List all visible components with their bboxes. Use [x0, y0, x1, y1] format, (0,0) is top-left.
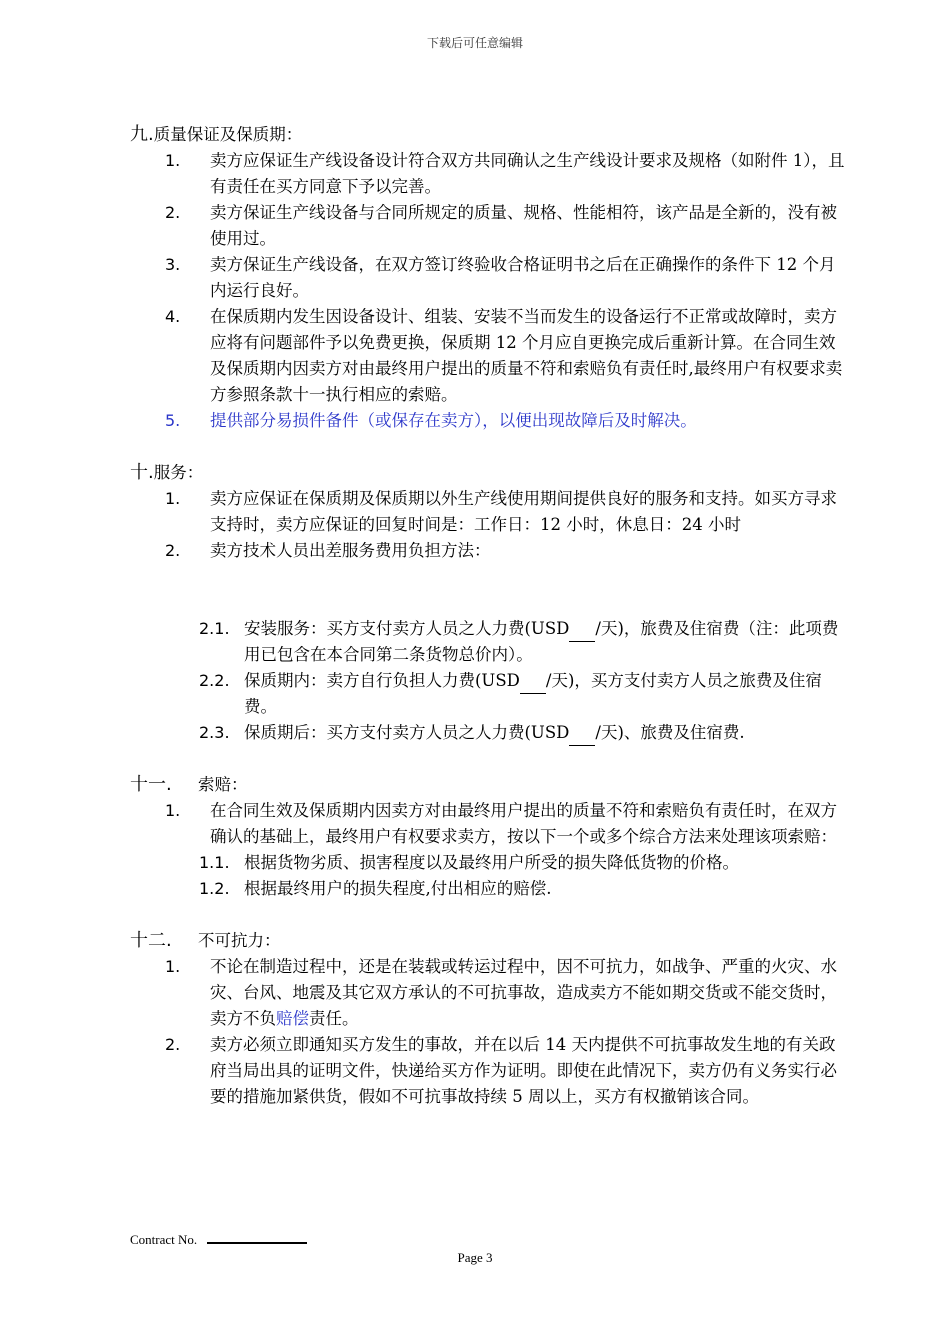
subitem-text-post: /天)、旅费及住宿费. — [595, 723, 745, 742]
item-text: 在合同生效及保质期内因卖方对由最终用户提出的质量不符和索赔负有责任时，在双方确认的基础上，最终用户有权要求卖方，按以下一个或多个综合方法来处理该项索赔： — [210, 801, 837, 846]
section-12-item-2 — [0, 1032, 950, 1110]
item-text: 卖方必须立即通知买方发生的事故，并在以后 14 天内提供不可抗事故发生地的有关政府当局出具的证明文件，快递给买方作为证明。即使在此情况下，卖方仍有义务实行必要的措施加紧供货，假如不可抗事故持续 5 周以上，买方有权撤销该合同。 — [210, 1035, 837, 1106]
section-11-subitem-1-2 — [0, 876, 950, 902]
item-text: 卖方技术人员出差服务费用负担方法： — [210, 541, 491, 560]
item-text: 卖方保证生产线设备，在双方签订终验收合格证明书之后在正确操作的条件下 12 个月内运行良好。 — [210, 255, 836, 300]
subitem-text-post: /天)，买方支付卖方人员之旅费及住宿费。 — [244, 671, 822, 716]
section-9-title: 质量保证及保质期： — [153, 125, 303, 144]
item-text: 卖方保证生产线设备与合同所规定的质量、规格、性能相符，该产品是全新的，没有被使用过。 — [210, 203, 837, 248]
section-9-heading — [130, 122, 950, 148]
item-number: 3. — [165, 255, 181, 274]
contract-number-blank — [207, 1242, 307, 1244]
section-9-item-3 — [0, 252, 950, 304]
subitem-text — [244, 668, 854, 720]
section-11-item-1 — [0, 798, 950, 850]
subitem-text-post: /天)，旅费及住宿费（注：此项费用已包含在本合同第二条货物总价内）。 — [244, 619, 839, 664]
item-number: 1. — [165, 151, 181, 170]
item-number: 5. — [165, 411, 181, 430]
subitem-text: 根据最终用户的损失程度,付出相应的赔偿. — [244, 879, 552, 898]
item-text-part-a: 不论在制造过程中，还是在装载或转运过程中，因不可抗力，如战争、严重的火灾、水灾、台风、地震及其它双方承认的不可抗事故，造成卖方不能如期交货或不能交货时，卖方不负 — [210, 957, 837, 1028]
fee-blank — [569, 727, 595, 746]
section-10-item-1 — [0, 486, 950, 538]
section-10-subitem-2-2 — [0, 668, 950, 720]
section-12-number: 十二. — [130, 930, 172, 951]
item-number: 2. — [165, 541, 181, 560]
footer-page-number: Page 3 — [457, 1250, 493, 1265]
item-text — [210, 954, 850, 1032]
section-9-number: 九. — [130, 124, 154, 145]
fee-blank — [569, 623, 595, 642]
document-body — [0, 122, 950, 1110]
subitem-text: 根据货物劣质、损害程度以及最终用户所受的损失降低货物的价格。 — [244, 853, 739, 872]
subitem-text — [244, 616, 854, 668]
section-11-subitem-1-1 — [0, 850, 950, 876]
item-number: 1. — [165, 957, 181, 976]
subitem-text — [244, 720, 854, 746]
section-10-title: 服务： — [153, 463, 204, 482]
section-12-item-1 — [0, 954, 950, 1032]
section-10-subitem-2-3 — [0, 720, 950, 746]
subitem-text-pre: 安装服务：买方支付卖方人员之人力费(USD — [244, 619, 570, 638]
section-9-item-4 — [0, 304, 950, 408]
item-number: 2. — [165, 203, 181, 222]
compensation-highlight: 赔偿 — [276, 1009, 309, 1028]
item-number: 4. — [165, 307, 181, 326]
section-11-heading — [130, 772, 950, 798]
item-text-part-b: 责任。 — [309, 1009, 359, 1028]
section-10-subitem-2-1 — [0, 616, 950, 668]
item-number: 1. — [165, 489, 181, 508]
subitem-text-pre: 保质期内：卖方自行负担人力费(USD — [244, 671, 520, 690]
section-10-heading — [130, 460, 950, 486]
contract-label: Contract No. — [130, 1232, 198, 1247]
section-9-item-2 — [0, 200, 950, 252]
subitem-number: 2.2. — [199, 671, 230, 690]
fee-blank — [520, 675, 546, 694]
section-9-item-5 — [0, 408, 950, 434]
section-9-item-1 — [0, 148, 950, 200]
footer-contract-no — [130, 1232, 307, 1248]
section-10-item-2 — [0, 538, 950, 564]
subitem-number: 2.1. — [199, 619, 230, 638]
item-text: 卖方应保证生产线设备设计符合双方共同确认之生产线设计要求及规格（如附件 1），且有责任在买方同意下予以完善。 — [210, 151, 845, 196]
section-11-title: 索赔： — [198, 775, 248, 794]
item-text: 在保质期内发生因设备设计、组装、安装不当而发生的设备运行不正常或故障时，卖方应将有问题部件予以免费更换，保质期 12 个月应自更换完成后重新计算。在合同生效及保质期内因卖方对由最终用户提出的质量不符和索赔负有责任时,最终用户有权要求卖方参照条款十一执行相应的索赔。 — [210, 307, 843, 404]
section-12-heading — [130, 928, 950, 954]
subitem-text-pre: 保质期后：买方支付卖方人员之人力费(USD — [244, 723, 570, 742]
item-number: 2. — [165, 1035, 181, 1054]
section-12-title: 不可抗力： — [198, 931, 281, 950]
subitem-number: 1.2. — [199, 879, 230, 898]
item-number: 1. — [165, 801, 181, 820]
section-10-number: 十. — [130, 462, 154, 483]
subitem-number: 2.3. — [199, 723, 230, 742]
item-text: 卖方应保证在保质期及保质期以外生产线使用期间提供良好的服务和支持。如买方寻求支持时，卖方应保证的回复时间是：工作日：12 小时，休息日：24 小时 — [210, 489, 837, 534]
item-text: 提供部分易损件备件（或保存在卖方），以便出现故障后及时解决。 — [210, 411, 697, 430]
section-11-number: 十一. — [130, 774, 172, 795]
page-header-note: 下载后可任意编辑 — [426, 36, 523, 50]
subitem-number: 1.1. — [199, 853, 230, 872]
